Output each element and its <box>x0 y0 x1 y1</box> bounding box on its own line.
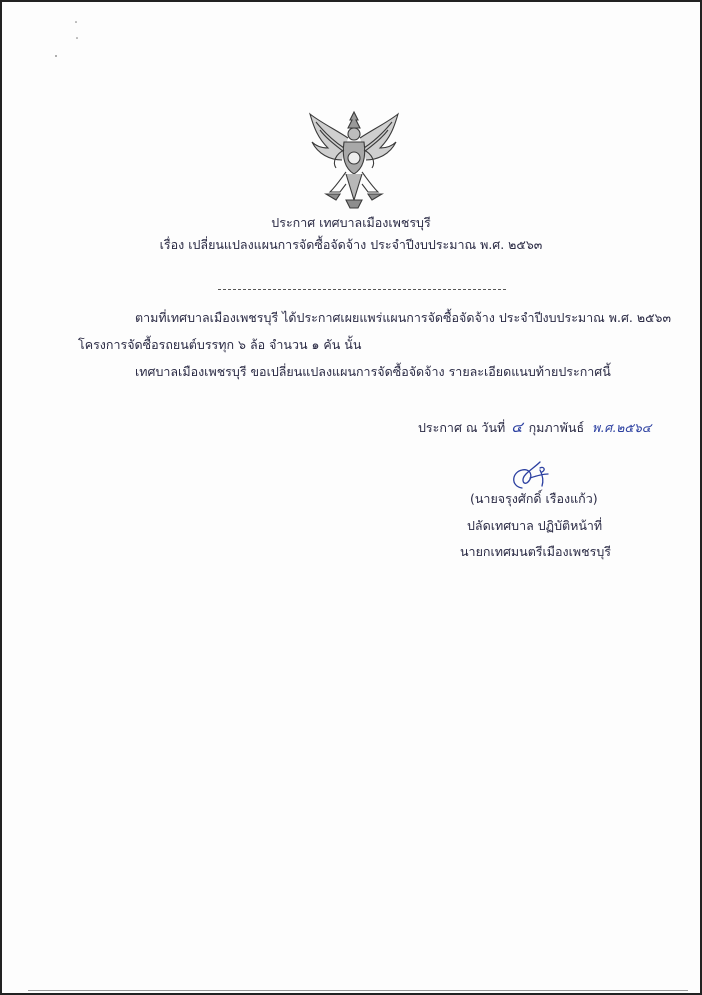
date-month: กุมภาพันธ์ <box>528 420 585 435</box>
body-paragraph-2: เทศบาลเมืองเพชรบุรี ขอเปลี่ยนแปลงแผนการจัดซื้อจัดจ้าง รายละเอียดแนบท้ายประกาศนี้ <box>135 364 611 379</box>
signatory-position-1: ปลัดเทศบาล ปฏิบัติหน้าที่ <box>467 518 603 533</box>
scan-artifact-marks <box>52 16 82 66</box>
body-paragraph-1-line-1: ตามที่เทศบาลเมืองเพชรบุรี ได้ประกาศเผยแพร่แผนการจัดซื้อจัดจ้าง ประจำปีงบประมาณ พ.ศ. ๒๕๖๓ <box>135 310 672 325</box>
footer-rule <box>28 990 688 991</box>
date-prefix: ประกาศ ณ วันที่ <box>418 420 506 435</box>
date-day: ๔ <box>511 418 523 436</box>
date-year: พ.ศ.๒๕๖๔ <box>592 420 652 435</box>
section-divider <box>218 289 506 290</box>
garuda-emblem-icon <box>306 108 402 212</box>
body-paragraph-1-line-2: โครงการจัดซื้อรถยนต์บรรทุก ๖ ล้อ จำนวน ๑ คัน นั้น <box>78 337 362 352</box>
announcement-title: ประกาศ เทศบาลเมืองเพชรบุรี <box>271 215 431 230</box>
announcement-subject: เรื่อง เปลี่ยนแปลงแผนการจัดซื้อจัดจ้าง ประจำปีงบประมาณ พ.ศ. ๒๕๖๓ <box>159 237 543 252</box>
announcement-date <box>418 415 651 439</box>
signatory-position-2: นายกเทศมนตรีเมืองเพชรบุรี <box>460 544 612 559</box>
signatory-name: (นายจรุงศักดิ์ เรืองแก้ว) <box>470 491 598 506</box>
